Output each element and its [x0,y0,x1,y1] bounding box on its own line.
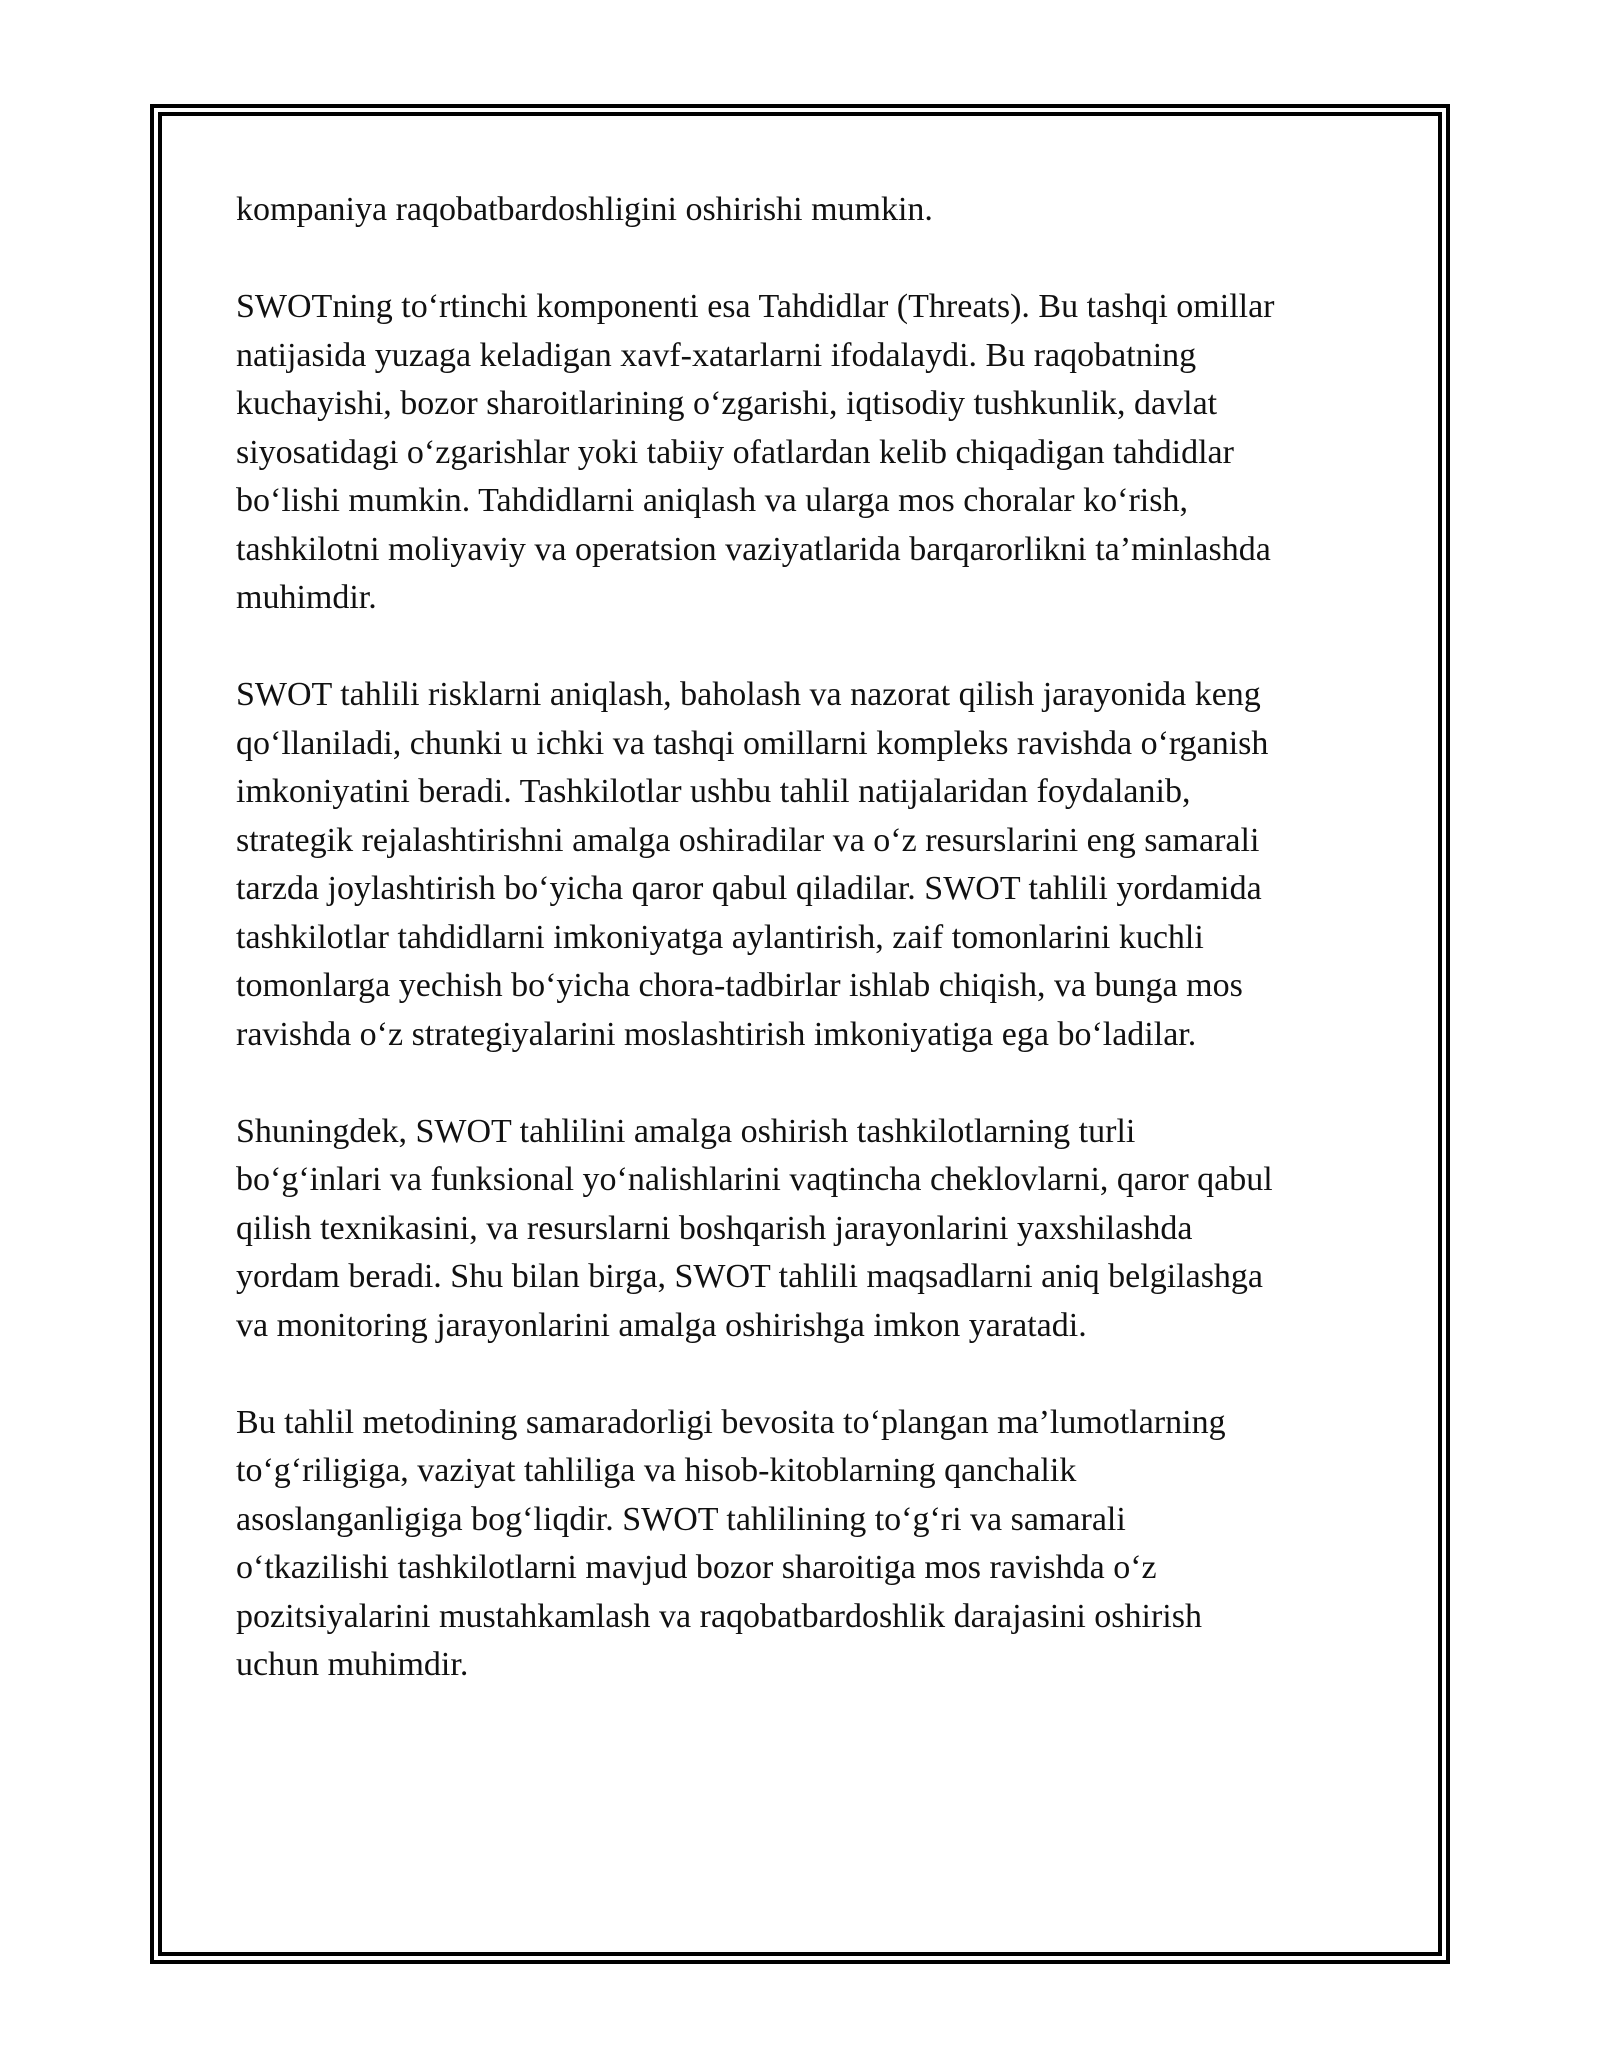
text-line: tashkilotni moliyaviy va operatsion vaziyatlarida barqarorlikni ta’minlashda [236,530,1271,568]
text-line: o‘tkazilishi tashkilotlarni mavjud bozor sharoitiga mos ravishda o‘z [236,1549,1157,1586]
text-line: siyosatidagi o‘zgarishlar yoki tabiiy ofatlardan kelib chiqadigan tahdidlar [236,433,1234,471]
text-line: va monitoring jarayonlarini amalga oshirishga imkon yaratadi. [236,1306,1087,1344]
text-line: SWOT tahlili risklarni aniqlash, baholash va nazorat qilish jarayonida keng [236,676,1261,713]
text-line: Bu tahlil metodining samaradorligi bevosita to‘plangan ma’lumotlarning [236,1403,1226,1441]
text-line: qo‘llaniladi, chunki u ichki va tashqi omillarni kompleks ravishda o‘rganish [236,724,1269,762]
text-line: asoslanganligiga bog‘liqdir. SWOT tahlilining to‘g‘ri va samarali [236,1500,1126,1538]
text-line: tomonlarga yechish bo‘yicha chora-tadbirlar ishlab chiqish, va bunga mos [236,967,1243,1004]
paragraph-1 [236,186,1376,235]
paragraph-3 [236,671,1376,1059]
text-line: kuchayishi, bozor sharoitlarining o‘zgarishi, iqtisodiy tushkunlik, davlat [236,385,1218,422]
text-line: to‘g‘riligiga, vaziyat tahliliga va hisob-kitoblarning qanchalik [236,1452,1077,1489]
text-line: tashkilotlar tahdidlarni imkoniyatga aylantirish, zaif tomonlarini kuchli [236,918,1204,956]
text-line: imkoniyatini beradi. Tashkilotlar ushbu tahlil natijalaridan foydalanib, [236,773,1191,810]
text-line: kompaniya raqobatbardoshligini oshirishi mumkin. [236,191,933,228]
text-line: Shuningdek, SWOT tahlilini amalga oshirish tashkilotlarning turli [236,1112,1136,1150]
text-line: pozitsiyalarini mustahkamlash va raqobatbardoshlik darajasini oshirish [236,1597,1202,1635]
text-line: bo‘lishi mumkin. Tahdidlarni aniqlash va ularga mos choralar ko‘rish, [236,482,1188,519]
text-line: qilish texnikasini, va resurslarni boshqarish jarayonlarini yaxshilashda [236,1209,1193,1247]
text-line: tarzda joylashtirish bo‘yicha qaror qabul qiladilar. SWOT tahlili yordamida [236,870,1262,907]
paragraph-5 [236,1399,1376,1690]
text-line: yordam beradi. Shu bilan birga, SWOT tahlili maqsadlarni aniq belgilashga [236,1258,1264,1295]
paragraph-2 [236,283,1376,623]
text-line: strategik rejalashtirishni amalga oshiradilar va o‘z resurslarini eng samarali [236,821,1260,859]
text-line: bo‘g‘inlari va funksional yo‘nalishlarini vaqtincha cheklovlarni, qaror qabul [236,1161,1273,1198]
text-line: SWOTning to‘rtinchi komponenti esa Tahdidlar (Threats). Bu tashqi omillar [236,288,1275,325]
text-line: muhimdir. [236,579,377,616]
paragraph-4 [236,1108,1376,1351]
text-line: ravishda o‘z strategiyalarini moslashtirish imkoniyatiga ega bo‘ladilar. [236,1015,1197,1053]
text-line: natijasida yuzaga keladigan xavf-xatarlarni ifodalaydi. Bu raqobatning [236,336,1197,374]
text-line: uchun muhimdir. [236,1646,469,1683]
document-body [236,186,1376,1738]
